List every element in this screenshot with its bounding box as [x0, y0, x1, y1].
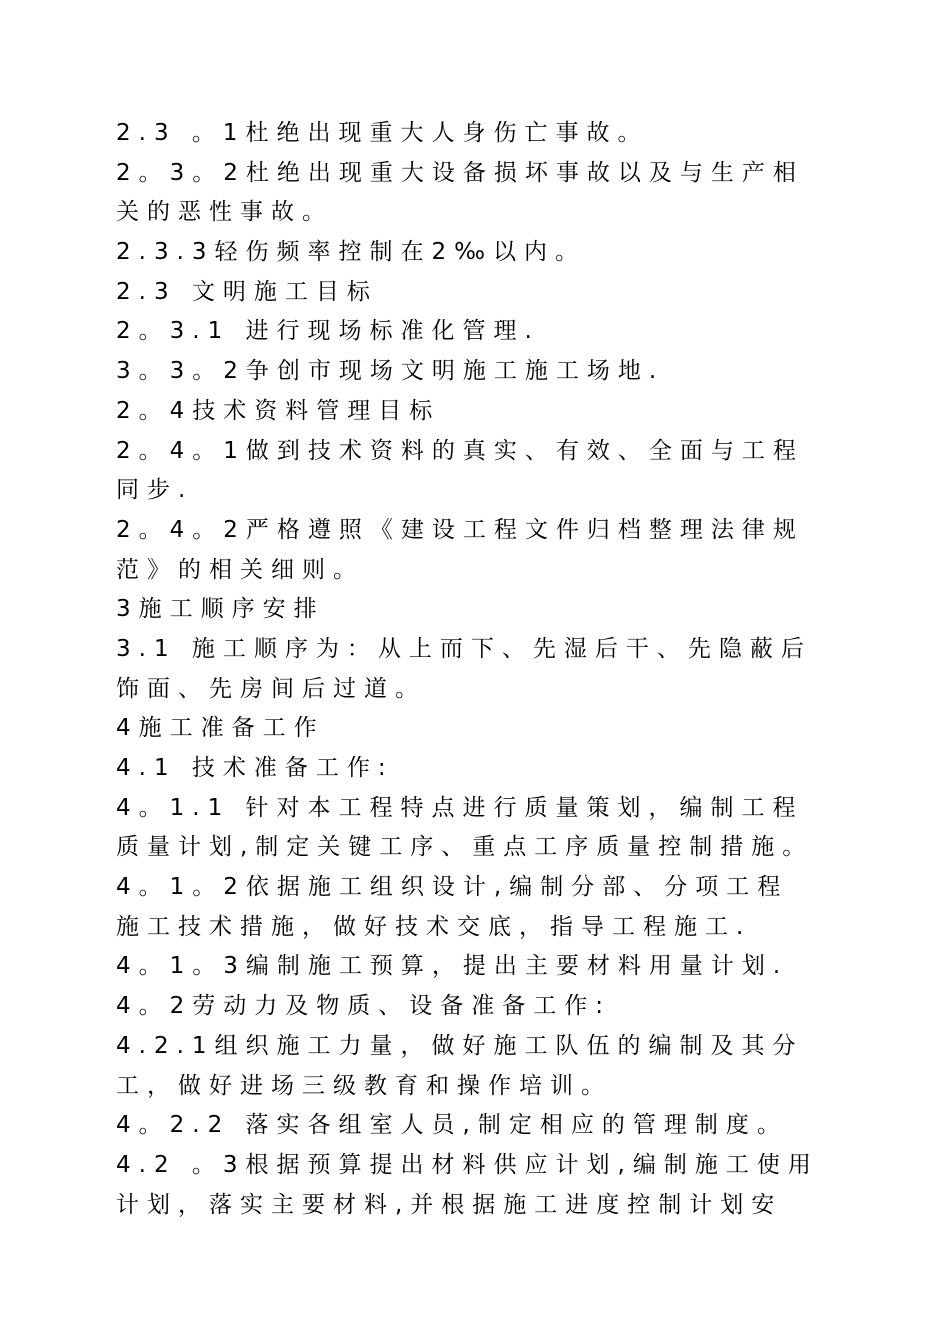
- text-line: 关的恶性事故。: [116, 199, 333, 226]
- text-line: 4.2 。3根据预算提出材料供应计划,编制施工使用: [116, 1151, 819, 1178]
- text-line: 4。1。3编制施工预算，提出主要材料用量计划.: [116, 953, 789, 980]
- section-heading: 3施工顺序安排: [116, 596, 325, 623]
- section-heading: 2.3 文明施工目标: [116, 278, 378, 305]
- section-heading: 4。2劳动力及物质、设备准备工作:: [116, 993, 612, 1020]
- text-line: 2.3.3轻伤频率控制在2‰以内。: [116, 239, 587, 266]
- text-line: 3.1 施工顺序为：从上而下、先湿后干、先隐蔽后: [116, 635, 812, 662]
- text-line: 同步.: [116, 477, 194, 504]
- text-line: 计划，落实主要材料,并根据施工进度控制计划安: [116, 1191, 783, 1218]
- text-line: 4。1。2依据施工组织设计,编制分部、分项工程: [116, 874, 789, 901]
- text-line: 质量计划,制定关键工序、重点工序质量控制措施。: [116, 834, 814, 861]
- text-line: 3。3。2争创市现场文明施工施工场地.: [116, 358, 665, 385]
- text-line: 工，做好进场三级教育和操作培训。: [116, 1072, 612, 1099]
- text-line: 2.3 。1杜绝出现重大人身伤亡事故。: [116, 120, 649, 146]
- text-line: 4。1.1 针对本工程特点进行质量策划，编制工程: [116, 794, 804, 821]
- text-line: 施工技术措施，做好技术交底，指导工程施工.: [116, 913, 752, 940]
- text-line: 4。2.2 落实各组室人员,制定相应的管理制度。: [116, 1112, 788, 1139]
- text-line: 2。3.1 进行现场标准化管理.: [116, 318, 540, 345]
- text-line: 4.2.1组织施工力量，做好施工队伍的编制及其分: [116, 1032, 804, 1059]
- text-line: 饰面、先房间后过道。: [116, 675, 426, 702]
- section-heading: 4施工准备工作: [116, 715, 325, 742]
- text-line: 2。4。1做到技术资料的真实、有效、全面与工程: [116, 437, 804, 464]
- text-line: 2。4。2严格遵照《建设工程文件归档整理法律规: [116, 516, 804, 543]
- text-line: 2。3。2杜绝出现重大设备损坏事故以及与生产相: [116, 159, 804, 186]
- text-line: 范》的相关细则。: [116, 556, 364, 583]
- section-heading: 4.1 技术准备工作:: [116, 755, 394, 781]
- document-body: [116, 114, 856, 1225]
- section-heading: 2。4技术资料管理目标: [116, 397, 441, 424]
